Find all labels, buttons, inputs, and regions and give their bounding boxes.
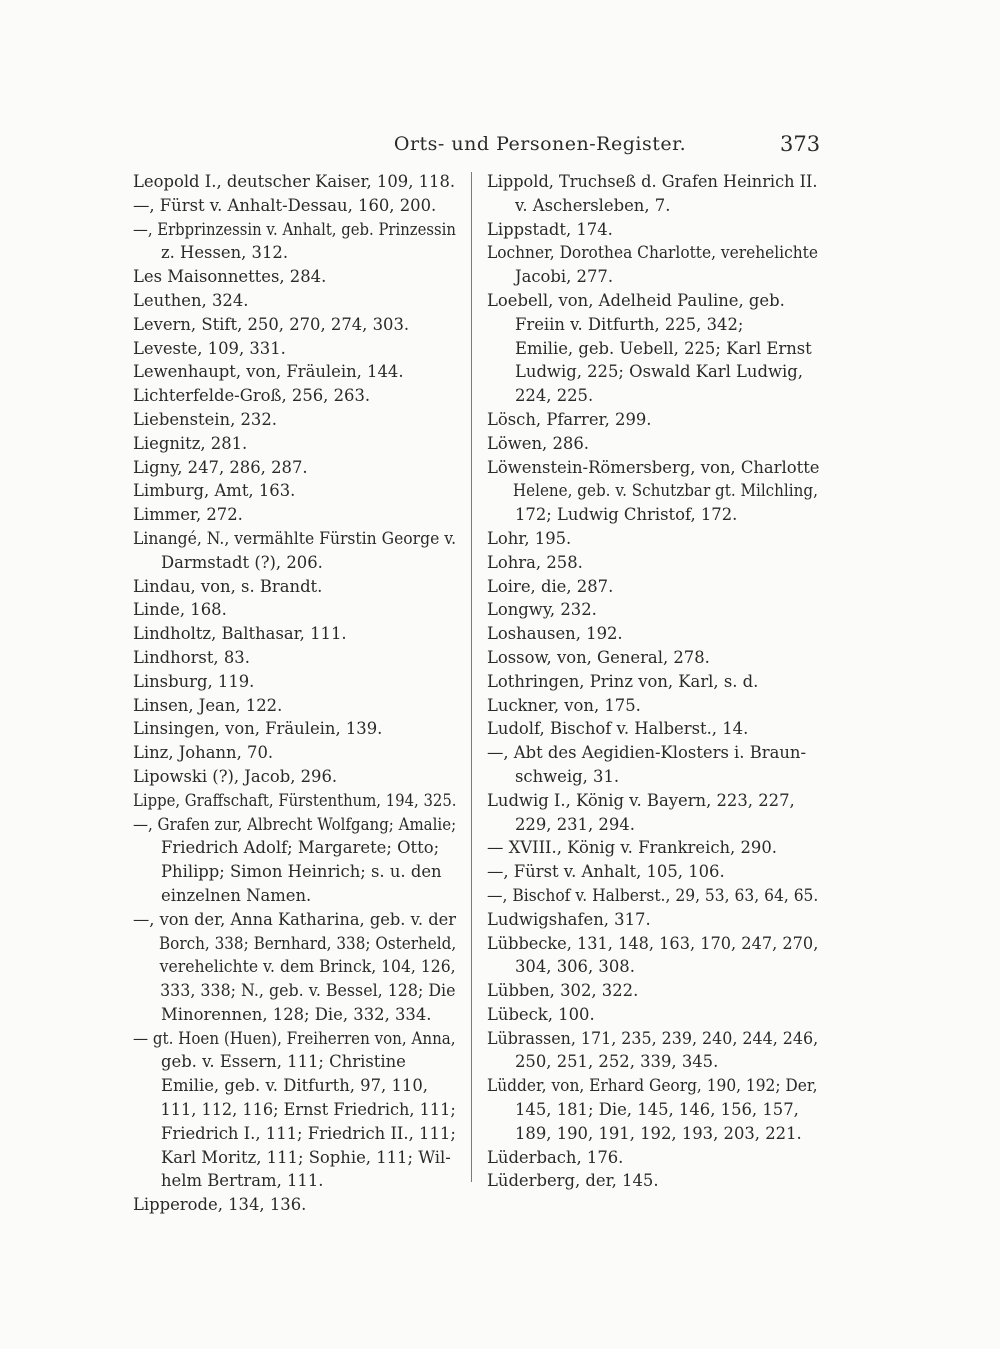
register-entry xyxy=(133,218,458,266)
entry-headword-line: Linde, 168. xyxy=(133,600,227,620)
entry-headword-line: Luckner, von, 175. xyxy=(487,695,641,715)
entry-continuation-line: z. Hessen, 312. xyxy=(161,243,289,263)
register-entry xyxy=(133,456,458,480)
entry-headword-line: Limmer, 272. xyxy=(133,505,243,525)
register-entry xyxy=(487,670,820,694)
register-entry xyxy=(133,694,458,718)
entry-headword-line: Lossow, von, General, 278. xyxy=(487,647,710,667)
register-entry xyxy=(487,432,820,456)
entry-headword-line: Lippe, Graffschaft, Fürstenthum, 194, 325. xyxy=(133,790,457,810)
entry-continuation-line: Friedrich Adolf; Margarete; Otto; xyxy=(161,838,440,858)
entry-headword-line: Lüdder, von, Erhard Georg, 190, 192; Der, xyxy=(487,1076,818,1096)
entry-headword-line: Ludwigshafen, 317. xyxy=(487,909,651,929)
register-entry xyxy=(133,598,458,622)
register-entry xyxy=(133,1193,458,1217)
register-entry xyxy=(133,289,458,313)
entry-continuation-line: Emilie, geb. v. Ditfurth, 97, 110, xyxy=(161,1076,428,1096)
page-number: 373 xyxy=(780,132,821,156)
entry-headword-line: Lindholtz, Balthasar, 111. xyxy=(133,624,347,644)
register-entry xyxy=(487,218,820,242)
register-entry xyxy=(487,646,820,670)
register-entry xyxy=(487,408,820,432)
register-entry xyxy=(133,741,458,765)
entry-headword-line: Lohr, 195. xyxy=(487,528,572,548)
entry-headword-line: Lichterfelde-Groß, 256, 263. xyxy=(133,386,371,406)
entry-headword-line: Lothringen, Prinz von, Karl, s. d. xyxy=(487,671,759,691)
entry-headword-line: Longwy, 232. xyxy=(487,600,597,620)
entry-continuation-line: Emilie, geb. Uebell, 225; Karl Ernst xyxy=(515,338,812,358)
entry-headword-line: Linsburg, 119. xyxy=(133,671,255,691)
entry-continuation-line: Borch, 338; Bernhard, 338; Osterheld, xyxy=(158,933,457,953)
register-entry xyxy=(133,1027,458,1194)
entry-headword-line: Loshausen, 192. xyxy=(487,624,623,644)
register-entry xyxy=(487,979,820,1003)
entry-headword-line: Lewenhaupt, von, Fräulein, 144. xyxy=(133,362,404,382)
register-entry xyxy=(487,527,820,551)
entry-continuation-line: Friedrich I., 111; Friedrich II., 111; xyxy=(161,1123,456,1143)
register-entry xyxy=(487,694,820,718)
register-column-right xyxy=(487,170,820,1193)
entry-headword-line: —, Erbprinzessin v. Anhalt, geb. Prinzessin xyxy=(133,219,456,239)
column-divider xyxy=(471,172,472,1182)
entry-continuation-line: Helene, geb. v. Schutzbar gt. Milchling, xyxy=(512,481,818,501)
entry-headword-line: —, Fürst v. Anhalt-Dessau, 160, 200. xyxy=(133,195,437,215)
entry-headword-line: Lösch, Pfarrer, 299. xyxy=(487,409,652,429)
entry-headword-line: Lochner, Dorothea Charlotte, verehelichte xyxy=(487,243,818,263)
register-entry xyxy=(133,265,458,289)
register-entry xyxy=(487,456,820,527)
entry-headword-line: — XVIII., König v. Frankreich, 290. xyxy=(487,838,777,858)
register-entry xyxy=(487,1003,820,1027)
entry-continuation-line: 111, 112, 116; Ernst Friedrich, 111; xyxy=(160,1100,456,1120)
register-entry xyxy=(133,408,458,432)
register-entry xyxy=(487,241,820,289)
register-entry xyxy=(133,170,458,194)
entry-headword-line: Löwen, 286. xyxy=(487,433,589,453)
register-entry xyxy=(487,908,820,932)
register-entry xyxy=(487,932,820,980)
register-entry xyxy=(133,527,458,575)
register-entry xyxy=(487,717,820,741)
register-entry xyxy=(133,765,458,789)
entry-continuation-line: 229, 231, 294. xyxy=(515,814,635,834)
entry-headword-line: Loire, die, 287. xyxy=(487,576,614,596)
register-entry xyxy=(487,598,820,622)
entry-continuation-line: 304, 306, 308. xyxy=(515,957,635,977)
entry-headword-line: — gt. Hoen (Huen), Freiherren von, Anna, xyxy=(133,1028,456,1048)
register-entry xyxy=(487,860,820,884)
register-entry xyxy=(487,551,820,575)
entry-headword-line: Lübbecke, 131, 148, 163, 170, 247, 270, xyxy=(487,933,819,953)
register-entry xyxy=(487,836,820,860)
entry-headword-line: Linz, Johann, 70. xyxy=(133,743,274,763)
entry-continuation-line: 333, 338; N., geb. v. Bessel, 128; Die xyxy=(160,981,456,1001)
entry-headword-line: Liebenstein, 232. xyxy=(133,409,277,429)
entry-continuation-line: 172; Ludwig Christof, 172. xyxy=(515,505,738,525)
entry-continuation-line: 145, 181; Die, 145, 146, 156, 157, xyxy=(515,1100,799,1120)
entry-continuation-line: 224, 225. xyxy=(515,386,594,406)
register-entry xyxy=(487,789,820,837)
register-entry xyxy=(133,813,458,908)
register-entry xyxy=(487,289,820,408)
entry-continuation-line: schweig, 31. xyxy=(515,766,620,786)
entry-headword-line: —, Grafen zur, Albrecht Wolfgang; Amalie; xyxy=(133,814,457,834)
entry-headword-line: Lüderbach, 176. xyxy=(487,1147,624,1167)
register-entry xyxy=(133,908,458,1027)
entry-headword-line: Lipperode, 134, 136. xyxy=(133,1195,307,1215)
entry-headword-line: Linsen, Jean, 122. xyxy=(133,695,283,715)
register-entry xyxy=(487,170,820,218)
entry-continuation-line: Philipp; Simon Heinrich; s. u. den xyxy=(161,862,442,882)
register-entry xyxy=(133,337,458,361)
entry-headword-line: Lohra, 258. xyxy=(487,552,583,572)
entry-headword-line: Lindhorst, 83. xyxy=(133,647,250,667)
entry-headword-line: Les Maisonnettes, 284. xyxy=(133,267,327,287)
entry-headword-line: Ligny, 247, 286, 287. xyxy=(133,457,308,477)
register-entry xyxy=(133,384,458,408)
register-entry xyxy=(133,360,458,384)
register-entry xyxy=(133,789,458,813)
register-entry xyxy=(133,194,458,218)
entry-continuation-line: geb. v. Essern, 111; Christine xyxy=(161,1052,406,1072)
register-entry xyxy=(487,575,820,599)
entry-headword-line: Liegnitz, 281. xyxy=(133,433,248,453)
entry-continuation-line: Freiin v. Ditfurth, 225, 342; xyxy=(515,314,744,334)
register-entry xyxy=(487,1169,820,1193)
entry-headword-line: Lübrassen, 171, 235, 239, 240, 244, 246, xyxy=(487,1028,819,1048)
entry-continuation-line: einzelnen Namen. xyxy=(161,885,312,905)
entry-continuation-line: Karl Moritz, 111; Sophie, 111; Wil- xyxy=(161,1147,451,1167)
entry-headword-line: Loebell, von, Adelheid Pauline, geb. xyxy=(487,290,785,310)
entry-headword-line: Lipowski (?), Jacob, 296. xyxy=(133,766,338,786)
register-column-left xyxy=(133,170,458,1217)
entry-headword-line: Lippold, Truchseß d. Grafen Heinrich II. xyxy=(487,172,818,191)
register-entry xyxy=(133,432,458,456)
entry-headword-line: —, von der, Anna Katharina, geb. v. der xyxy=(133,909,456,929)
register-entry xyxy=(133,670,458,694)
entry-headword-line: Limburg, Amt, 163. xyxy=(133,481,296,501)
entry-headword-line: Levern, Stift, 250, 270, 274, 303. xyxy=(133,314,410,334)
entry-headword-line: Lippstadt, 174. xyxy=(487,219,613,239)
entry-continuation-line: Jacobi, 277. xyxy=(515,267,614,287)
entry-headword-line: Ludolf, Bischof v. Halberst., 14. xyxy=(487,719,749,739)
entry-continuation-line: Darmstadt (?), 206. xyxy=(161,552,323,572)
register-entry xyxy=(133,646,458,670)
entry-headword-line: Linangé, N., vermählte Fürstin George v. xyxy=(133,528,457,548)
register-entry xyxy=(133,575,458,599)
register-entry xyxy=(487,622,820,646)
running-header-title: Orts- und Personen-Register. xyxy=(393,133,687,155)
register-entry xyxy=(487,1027,820,1075)
register-entry xyxy=(487,741,820,789)
register-entry xyxy=(133,479,458,503)
entry-headword-line: Löwenstein-Römersberg, von, Charlotte xyxy=(487,457,820,477)
entry-continuation-line: Ludwig, 225; Oswald Karl Ludwig, xyxy=(515,362,803,382)
entry-headword-line: —, Bischof v. Halberst., 29, 53, 63, 64, 65. xyxy=(487,885,819,905)
entry-headword-line: Lindau, von, s. Brandt. xyxy=(133,576,323,596)
entry-headword-line: —, Fürst v. Anhalt, 105, 106. xyxy=(487,862,725,882)
entry-continuation-line: Minorennen, 128; Die, 332, 334. xyxy=(161,1004,432,1024)
entry-headword-line: Lübeck, 100. xyxy=(487,1004,595,1024)
register-entry xyxy=(487,884,820,908)
register-entry xyxy=(133,313,458,337)
entry-headword-line: Ludwig I., König v. Bayern, 223, 227, xyxy=(487,790,795,810)
entry-continuation-line: helm Bertram, 111. xyxy=(161,1171,324,1191)
entry-headword-line: Leuthen, 324. xyxy=(133,290,249,310)
entry-continuation-line: v. Aschersleben, 7. xyxy=(515,195,671,215)
entry-headword-line: Lüderberg, der, 145. xyxy=(487,1171,659,1191)
register-entry xyxy=(133,503,458,527)
entry-continuation-line: 189, 190, 191, 192, 193, 203, 221. xyxy=(515,1123,802,1143)
register-entry xyxy=(133,622,458,646)
register-entry xyxy=(487,1146,820,1170)
entry-headword-line: Leveste, 109, 331. xyxy=(133,338,286,358)
entry-headword-line: Leopold I., deutscher Kaiser, 109, 118. xyxy=(133,172,456,191)
entry-headword-line: Linsingen, von, Fräulein, 139. xyxy=(133,719,383,739)
entry-continuation-line: verehelichte v. dem Brinck, 104, 126, xyxy=(159,957,456,977)
entry-headword-line: —, Abt des Aegidien-Klosters i. Braun- xyxy=(487,743,807,763)
entry-continuation-line: 250, 251, 252, 339, 345. xyxy=(515,1052,719,1072)
entry-headword-line: Lübben, 302, 322. xyxy=(487,981,639,1001)
register-entry xyxy=(487,1074,820,1145)
register-entry xyxy=(133,717,458,741)
